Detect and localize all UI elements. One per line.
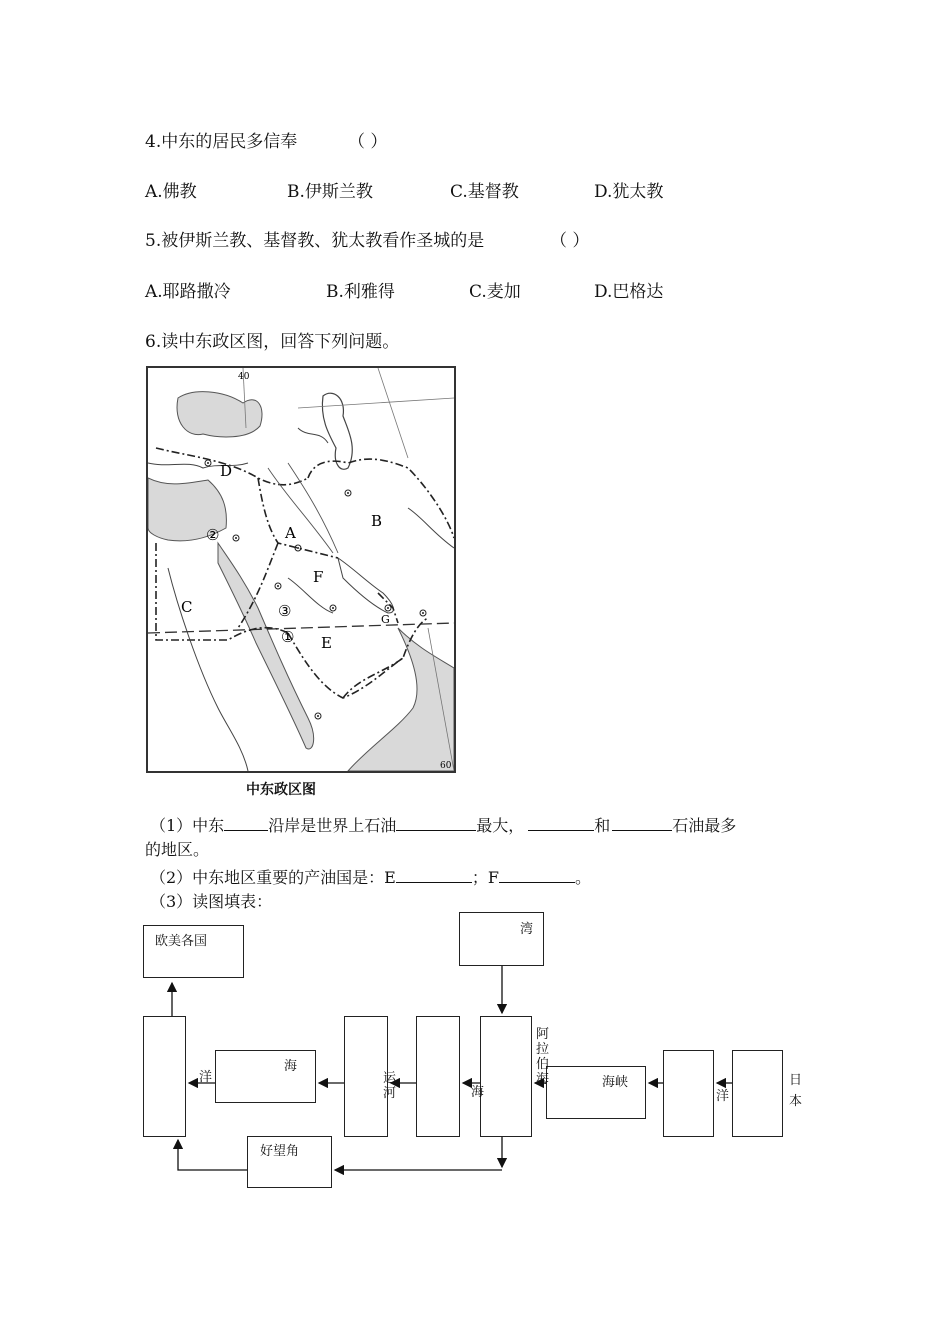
map-region-e: E — [321, 634, 332, 652]
q5-stem: 5.被伊斯兰教、基督教、犹太教看作圣城的是 — [145, 231, 485, 251]
map-region-c: C — [181, 598, 193, 616]
box-europe-america — [143, 925, 244, 978]
q6-sub2 — [150, 868, 591, 886]
box-sea-label: 海 — [284, 1059, 298, 1074]
q4-option-c: C.基督教 — [450, 182, 519, 202]
label-japan: 日本 — [789, 1073, 803, 1109]
map-region-b: B — [371, 512, 383, 530]
q6-sub2-text2: ；F — [471, 868, 499, 887]
q6-sub3: （3）读图填表： — [150, 892, 273, 911]
map-caption: 中东政区图 — [246, 782, 316, 798]
map-drawing — [148, 368, 454, 771]
map-lon-label-40: 40 — [238, 372, 250, 382]
box-sea-2[interactable] — [416, 1016, 460, 1137]
q5-option-b: B.利雅得 — [326, 282, 395, 302]
map-region-a: A — [285, 524, 296, 542]
q4-answer-paren: （ ） — [348, 132, 388, 152]
q6-stem: 6.读中东政区图，回答下列问题。 — [145, 332, 400, 352]
map-marker-3: ③ — [278, 602, 292, 620]
label-canal: 运河 — [383, 1071, 397, 1101]
q4-option-a: A.佛教 — [145, 182, 197, 202]
box-strait[interactable] — [546, 1066, 646, 1119]
map-marker-2: ② — [206, 526, 220, 544]
map-lon-label-60: 60 — [440, 761, 452, 771]
q4-stem: 4.中东的居民多信奉 — [145, 132, 298, 152]
blank-sea-name[interactable] — [224, 816, 268, 831]
blank-region-2[interactable] — [612, 816, 672, 831]
q6-sub1-text3: 最大， — [476, 816, 525, 835]
box-sea[interactable] — [215, 1050, 316, 1103]
q5-option-c: C.麦加 — [469, 282, 521, 302]
q5-option-d: D.巴格达 — [594, 282, 664, 302]
q6-sub2-text3: 。 — [574, 868, 591, 887]
box-ocean-2[interactable] — [663, 1050, 714, 1137]
blank-country-e[interactable] — [396, 868, 472, 883]
box-cape — [247, 1136, 332, 1188]
q4-option-b: B.伊斯兰教 — [287, 182, 373, 202]
blank-region-1[interactable] — [528, 816, 594, 831]
label-ocean-1: 洋 — [199, 1070, 213, 1085]
box-europe-label: 欧美各国 — [155, 934, 208, 949]
map-region-g: G — [381, 613, 390, 626]
box-strait-label: 海峡 — [602, 1075, 629, 1090]
q5-option-a: A.耶路撒冷 — [145, 282, 231, 302]
q6-sub1-text5: 石油最多 — [672, 816, 737, 835]
middle-east-political-map — [146, 366, 456, 773]
q6-sub2-text1: （2）中东地区重要的产油国是：E — [150, 868, 396, 887]
box-gulf-label: 湾 — [520, 922, 534, 937]
q6-sub1-text2: 沿岸是世界上石油 — [268, 816, 397, 835]
q6-sub1-line1 — [150, 816, 736, 834]
box-gulf — [459, 912, 544, 966]
label-sea-2: 海 — [471, 1085, 485, 1100]
q5-answer-paren: （ ） — [550, 231, 590, 251]
q6-sub1-text1: （1）中东 — [150, 816, 225, 835]
blank-oil-term[interactable] — [396, 816, 476, 831]
box-cape-label: 好望角 — [260, 1144, 300, 1159]
q6-sub1-text4: 和 — [594, 816, 611, 835]
map-marker-1: ① — [281, 628, 295, 646]
q6-sub1-line2: 的地区。 — [145, 840, 210, 859]
label-ocean-2: 洋 — [716, 1089, 730, 1104]
map-region-f: F — [313, 568, 324, 586]
box-ocean-1[interactable] — [143, 1016, 186, 1137]
box-japan — [732, 1050, 783, 1137]
blank-country-f[interactable] — [499, 868, 575, 883]
box-arabian-sea-region[interactable] — [480, 1016, 532, 1137]
map-region-d: D — [220, 462, 233, 480]
q4-option-d: D.犹太教 — [594, 182, 664, 202]
box-canal[interactable] — [344, 1016, 388, 1137]
label-arabian-sea: 阿拉伯海 — [536, 1027, 550, 1087]
